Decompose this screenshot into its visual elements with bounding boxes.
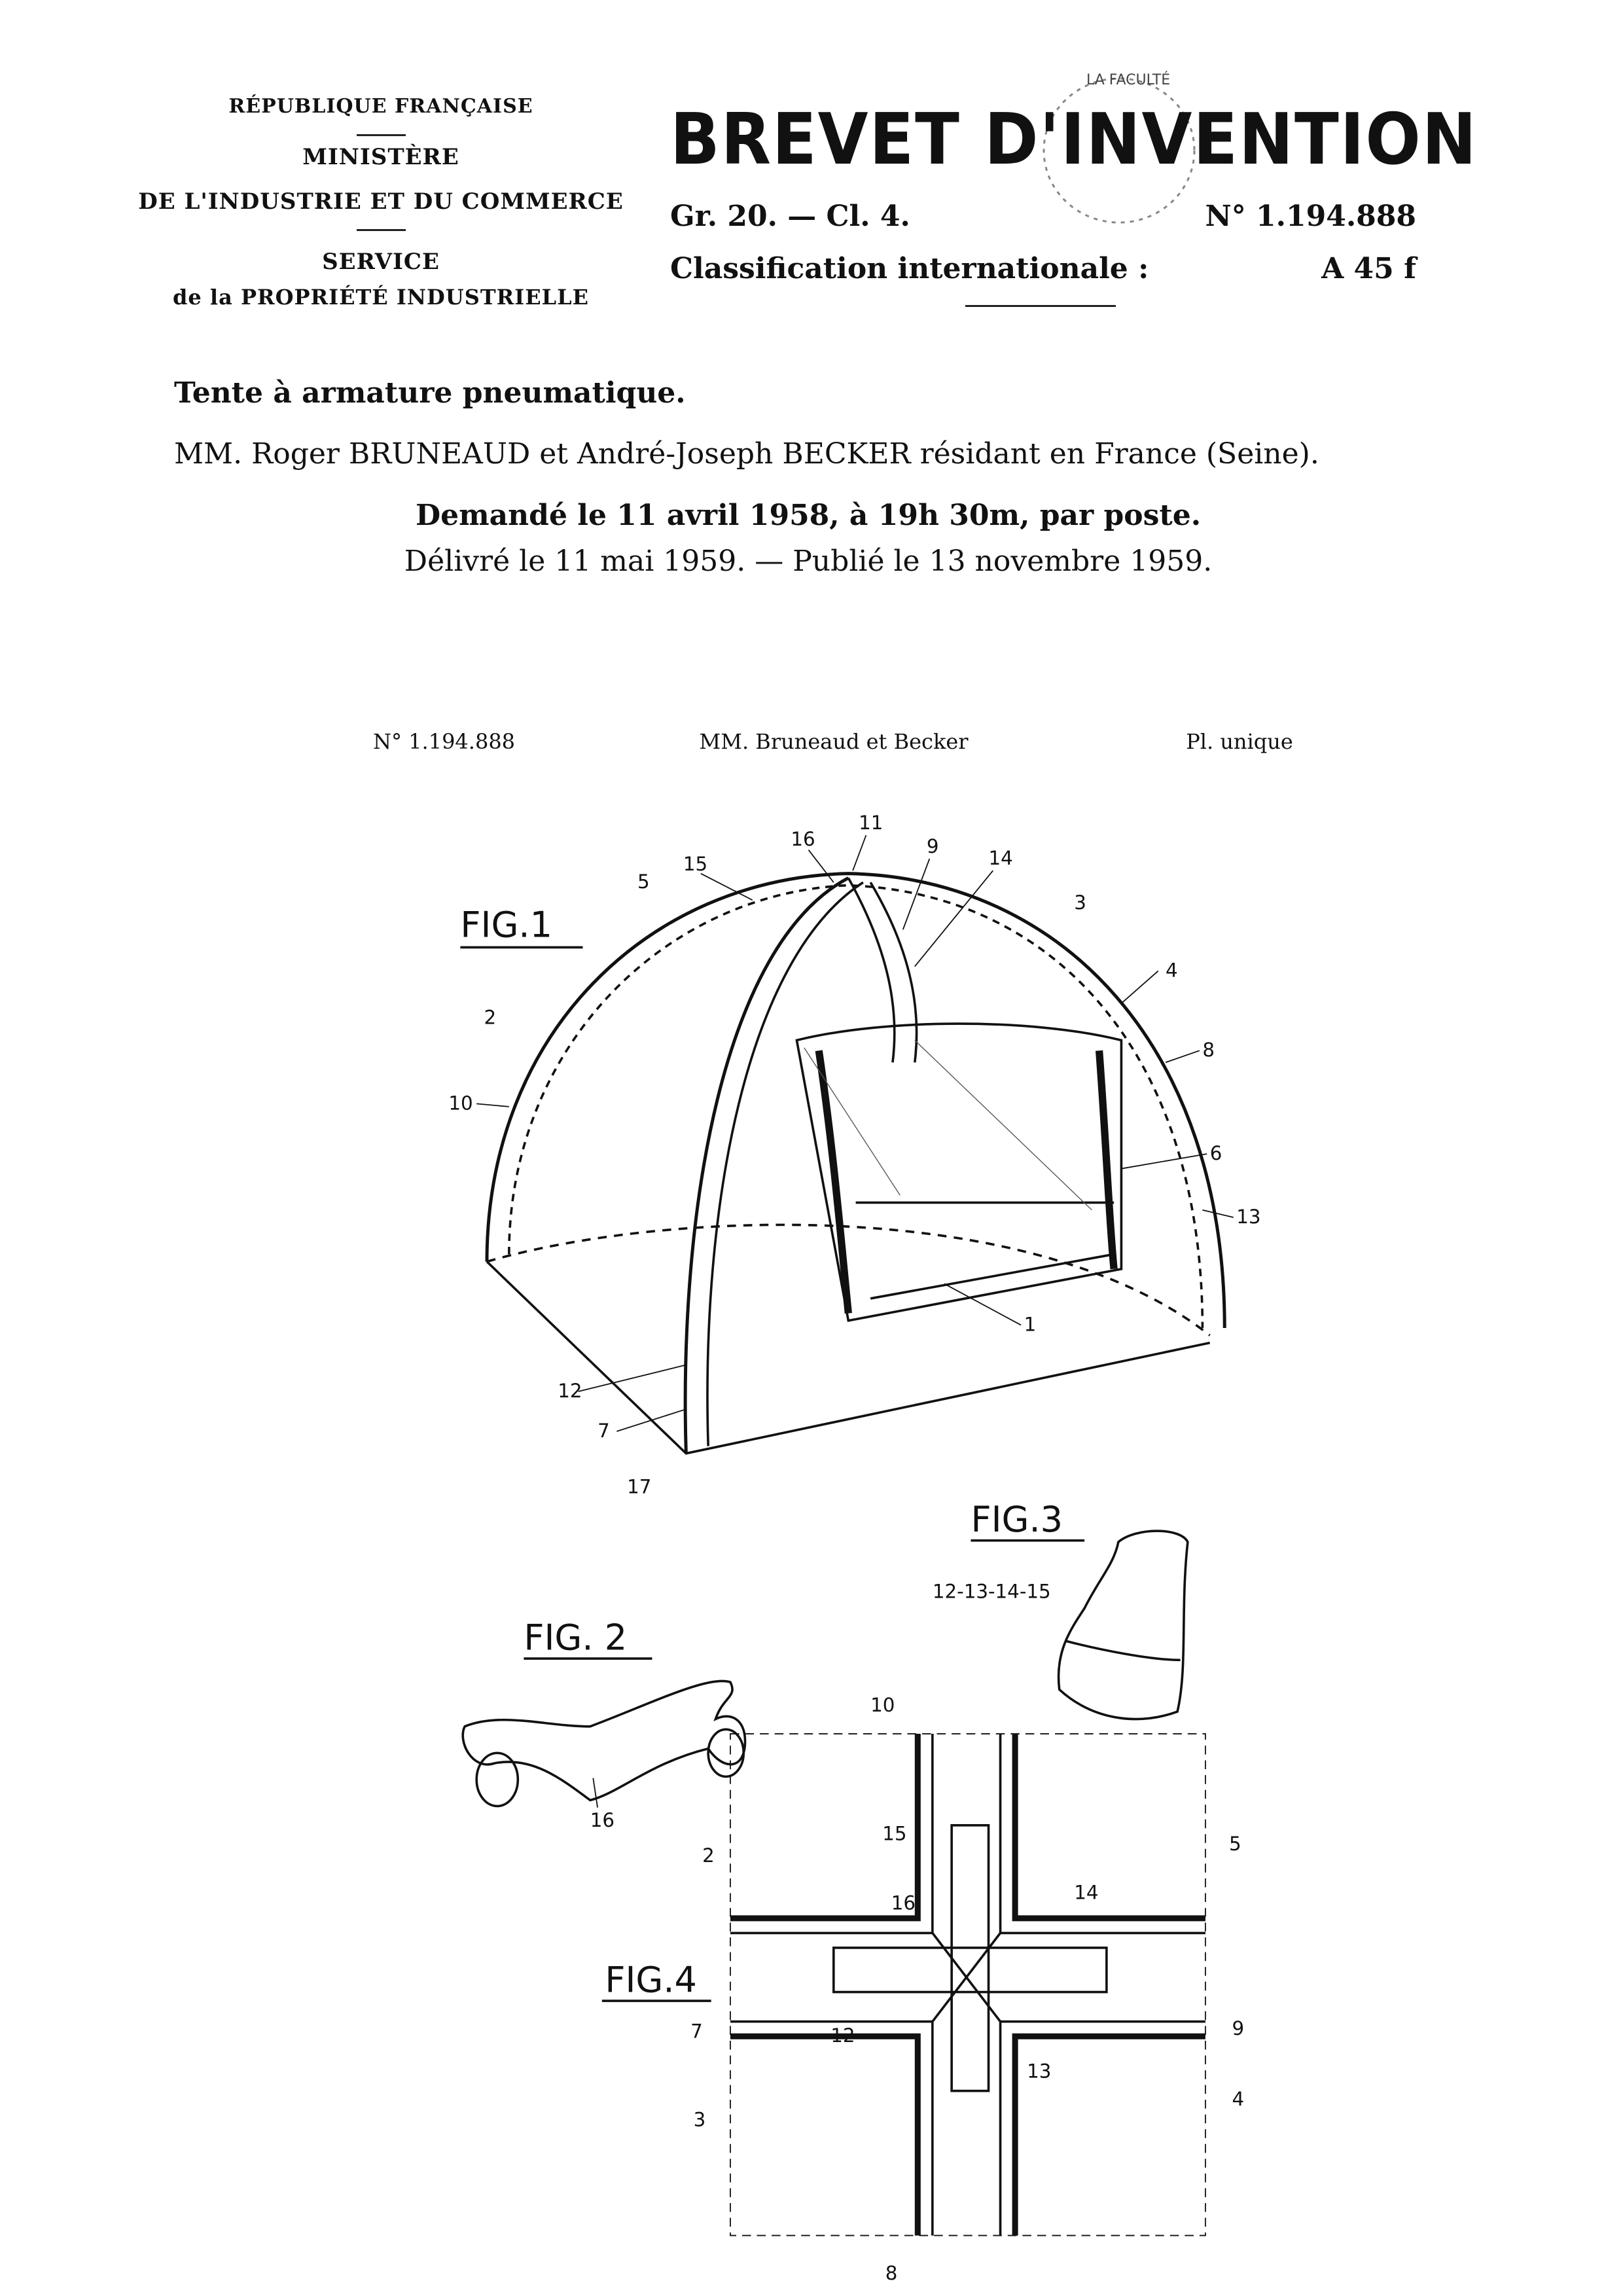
fig1-label: 17 xyxy=(627,1475,652,1498)
fig1-tent-drawing xyxy=(487,874,1224,1454)
fig3-caption: 12-13-14-15 xyxy=(932,1580,1051,1603)
fig1-label: 3 xyxy=(1074,891,1086,914)
fig4-label: 15 xyxy=(882,1822,907,1845)
document-title: BREVET D'INVENTION xyxy=(670,99,1478,181)
fig4-label: 4 xyxy=(1232,2088,1245,2111)
plate-sheet: Pl. unique xyxy=(1186,729,1293,754)
ministry-label: MINISTÈRE xyxy=(302,144,459,170)
fig4-label: 8 xyxy=(885,2262,898,2285)
fig1-title: FIG.1 xyxy=(460,904,553,946)
fig4-label: 12 xyxy=(830,2024,855,2047)
fig1-label: 12 xyxy=(558,1380,582,1403)
stamp-text: LA FACULTÉ xyxy=(1086,72,1171,88)
fig3-tube-end-drawing xyxy=(1059,1531,1188,1719)
fig4-label: 5 xyxy=(1228,1833,1241,1856)
group-class: Gr. 20. — Cl. 4. xyxy=(670,200,910,233)
fig1-label: 2 xyxy=(484,1006,497,1029)
plate-applicants: MM. Bruneaud et Becker xyxy=(699,729,969,754)
fig4-label: 2 xyxy=(702,1844,715,1867)
issue-publication-dates: Délivré le 11 mai 1959. — Publié le 13 novembre 1959. xyxy=(404,545,1213,578)
patent-number: N° 1.194.888 xyxy=(1205,200,1416,233)
fig4-title: FIG.4 xyxy=(605,1959,697,2001)
fig1-label: 7 xyxy=(597,1419,610,1442)
ministry-name: DE L'INDUSTRIE ET DU COMMERCE xyxy=(138,188,624,215)
service-label: SERVICE xyxy=(322,249,440,275)
fig4-label: 3 xyxy=(693,2108,706,2131)
fig4-label: 9 xyxy=(1232,2017,1245,2039)
plate-number: N° 1.194.888 xyxy=(373,729,516,754)
fig4-label: 14 xyxy=(1074,1881,1099,1904)
intl-class-label: Classification internationale : xyxy=(670,252,1149,285)
fig1-label: 14 xyxy=(988,847,1013,870)
fig1-label: 15 xyxy=(683,853,708,876)
fig2-label: 16 xyxy=(590,1809,615,1832)
fig4-label: 10 xyxy=(870,1694,895,1717)
fig1-label: 8 xyxy=(1202,1039,1215,1062)
inventors: MM. Roger BRUNEAUD et André-Joseph BECKER résidant en France (Seine). xyxy=(174,437,1319,471)
fig2-connector-drawing xyxy=(463,1681,745,1806)
fig1-label: 5 xyxy=(637,870,650,893)
fig1-label: 1 xyxy=(1024,1313,1037,1336)
fig1-label: 13 xyxy=(1236,1205,1261,1228)
service-name: de la PROPRIÉTÉ INDUSTRIELLE xyxy=(173,285,589,310)
fig4-label: 16 xyxy=(891,1892,916,1914)
fig1-label: 4 xyxy=(1166,959,1178,982)
fig4-label: 7 xyxy=(690,2020,703,2043)
fig1-label: 16 xyxy=(791,827,815,850)
fig4-label: 13 xyxy=(1027,2060,1052,2083)
fig2-title: FIG. 2 xyxy=(524,1617,628,1659)
fig1-label: 9 xyxy=(926,835,939,858)
fig3-title: FIG.3 xyxy=(971,1499,1063,1541)
fig1-label: 10 xyxy=(448,1092,473,1115)
fig1-label: 11 xyxy=(859,812,883,834)
fig4-junction-section-drawing xyxy=(730,1734,1205,2236)
invention-title: Tente à armature pneumatique. xyxy=(174,376,686,410)
intl-class-value: A 45 f xyxy=(1321,252,1416,285)
filing-date: Demandé le 11 avril 1958, à 19h 30m, par poste. xyxy=(415,499,1202,532)
republic-label: RÉPUBLIQUE FRANÇAISE xyxy=(228,95,533,118)
fig1-label: 6 xyxy=(1209,1142,1222,1165)
